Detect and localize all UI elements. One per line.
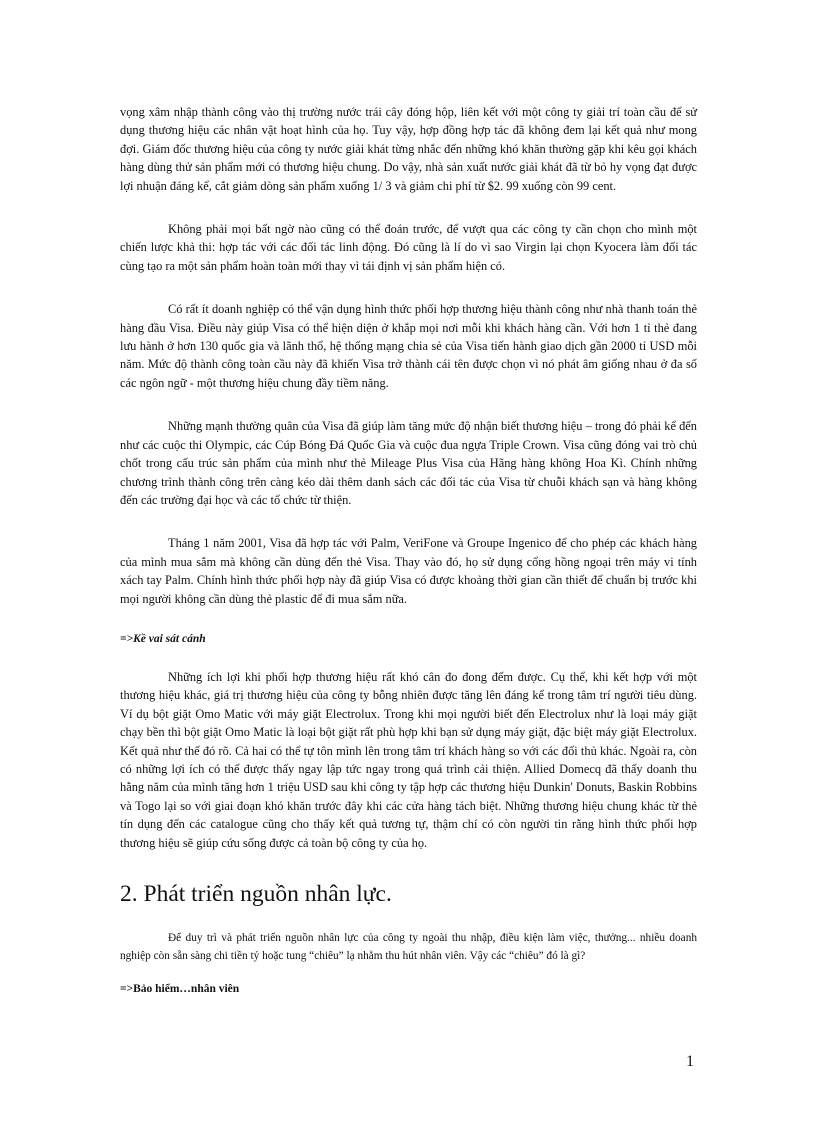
page-number: 1 (686, 1053, 694, 1070)
section-heading-hr: 2. Phát triển nguồn nhân lực. (120, 881, 392, 907)
paragraph-visa-intro: Có rất ít doanh nghiệp có thể vận dụng hình thức phối hợp thương hiệu thành công như nhà thanh toán thẻ hàng đầu Visa. Điều này giúp Visa có thể hiện diện ở khắp mọi nơi mỗi khi khách hàng cần. Với hơn 1 tỉ thẻ đang lưu hành ở hơn 130 quốc gia và lãnh thổ, hệ thống mạng chia sẻ của Visa tiến hành giao dịch gần 2000 tỉ USD mỗi năm. Mức độ thành công toàn cầu này đã khiến Visa trở thành cái tên được chọn vì nó phát âm giống nhau ở đa số các ngôn ngữ - một thương hiệu chung đầy tiềm năng. (120, 302, 697, 390)
paragraph-cobranding-benefits: Những ích lợi khi phối hợp thương hiệu rất khó cân đo đong đếm được. Cụ thể, khi kết hợp với một thương hiệu khác, giá trị thương hiệu của công ty bỗng nhiên được tăng lên đáng kể trong tâm trí người tiêu dùng. Ví dụ bột giặt Omo Matic với máy giặt Electrolux. Trong khi mọi người biết đến Electrolux như là loại máy giặt chạy bền thì bột giặt Omo Matic là loại bột giặt rất phù hợp khi bạn sử dụng máy giặt, đặc biệt máy giặt Electrolux. Kết quả như thế đó rõ. Cả hai có thể tự tôn mình lên trong tâm trí khách hàng so với các đối thủ khác. Ngoài ra, còn có những lợi ích có thể được thấy ngay lập tức ngay trong quá trình cải thiện. Allied Domecq đã thấy doanh thu hằng năm của mình tăng hơn 1 triệu USD sau khi công ty tập hợp các thương hiệu Dunkin' Donuts, Baskin Robbins và Togo lại so với giai đoạn khó khăn trước đây khi các cửa hàng tách biệt. Những thương hiệu chung khác từ thẻ tín dụng đến các catalogue cũng cho thấy kết quả tương tự, thậm chí có còn người tin rằng hình thức phối hợp thương hiệu sẽ giúp cứu sống được cả toàn bộ công ty của họ. (120, 669, 697, 850)
paragraph-flexible-partners: Không phải mọi bất ngờ nào cũng có thể đoán trước, để vượt qua các công ty cần chọn cho mình một chiến lược khả thi: hợp tác với các đối tác linh động. Đó cũng là lí do vì sao Virgin lại chọn Kyocera làm đối tác cùng tạo ra một sản phẩm hoàn toàn mới thay vì tái định vị sản phẩm hiện có. (120, 222, 697, 273)
paragraph-visa-sponsors: Những mạnh thường quân của Visa đã giúp làm tăng mức độ nhận biết thương hiệu – trong đó phải kể đến như các cuộc thi Olympic, các Cúp Bóng Đá Quốc Gia và cuộc đua ngựa Triple Crown. Visa cũng đóng vai trò chủ chốt trong cấu trúc sản phẩm của mình như thẻ Mileage Plus Visa của Hãng hàng không Hoa Kì. Chính những chương trình thành công trên càng kéo dài thêm danh sách các đối tác của Visa từ chuỗi khách sạn và hàng không đến các trường đại học và các tổ chức từ thiện. (120, 419, 697, 507)
subheading-side-by-side: =>Kề vai sát cánh (120, 632, 206, 645)
paragraph-hr-intro: Để duy trì và phát triển nguồn nhân lực của công ty ngoài thu nhập, điều kiện làm việc, thưởng... nhiều doanh nghiệp còn sẵn sàng chi tiền tỷ hoặc tung “chiêu” lạ nhằm thu hút nhân viên. Vậy các “chiêu” đó là gì? (120, 932, 697, 962)
paragraph-cobranding-juice: vọng xâm nhập thành công vào thị trường nước trái cây đóng hộp, liên kết với một công ty giải trí toàn cầu để sử dụng thương hiệu các nhân vật hoạt hình của họ. Tuy vậy, hợp đồng hợp tác đã không đem lại kết quả như mong đợi. Giám đốc thương hiệu của công ty nước giải khát từng nhắc đến những khó khăn thường gặp khi kêu gọi khách hàng dùng thử sản phẩm mới có thương hiệu chung. Do vậy, nhà sản xuất nước giải khát đã từ bỏ hy vọng đạt được lợi nhuận đáng kể, cắt giảm dòng sản phẩm xuống 1/ 3 và giảm chi phí từ $2. 99 xuống còn 99 cent. (120, 105, 697, 193)
paragraph-visa-palm: Tháng 1 năm 2001, Visa đã hợp tác với Palm, VeriFone và Groupe Ingenico để cho phép các khách hàng của mình mua sắm mà không cần dùng đến thẻ Visa. Thay vào đó, họ sử dụng cổng hồng ngoại trên máy vi tính xách tay Palm. Chính hình thức phối hợp này đã giúp Visa có được khoảng thời gian cần thiết để chuẩn bị trước khi mọi người không cần dùng thẻ plastic để đi mua sắm nữa. (120, 536, 697, 606)
subheading-employee-insurance: =>Bảo hiểm…nhân viên (120, 983, 240, 995)
page-content (120, 103, 697, 995)
